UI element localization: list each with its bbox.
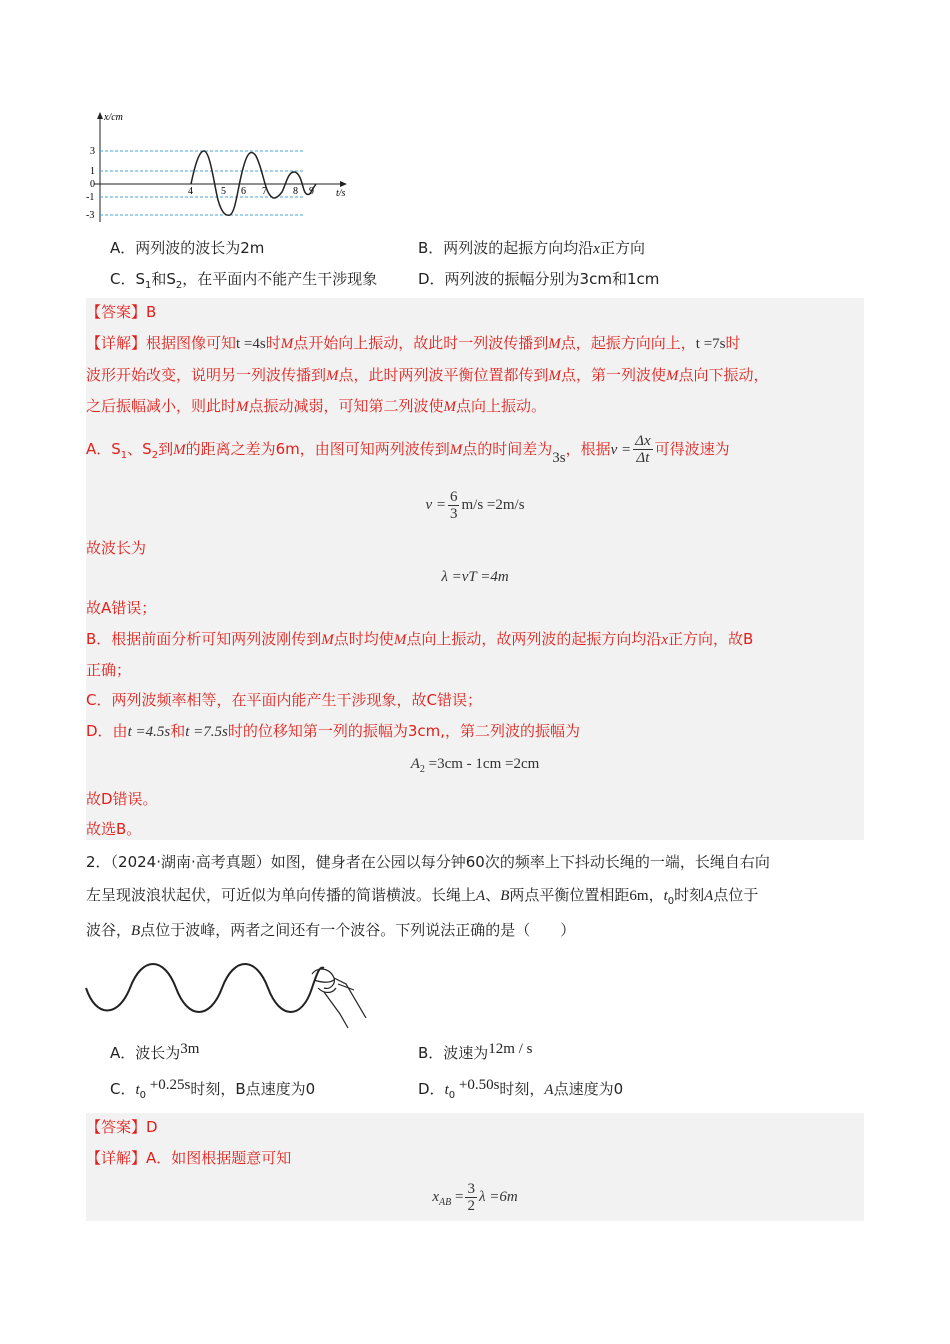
q1-answer: 【答案】B — [86, 303, 157, 321]
q1-eq-speed — [86, 488, 864, 522]
d-aA7: 点的时间差为 — [462, 440, 553, 458]
d-l3e: 点向上振动。 — [456, 397, 547, 415]
ytick-0: 0 — [90, 179, 95, 190]
d-dl4: t =7.5s — [185, 724, 228, 740]
eq1d: 3 — [449, 506, 458, 523]
eq3s: 2 — [419, 764, 425, 775]
q1-detail-b1 — [86, 628, 753, 651]
q2d5: 时刻， — [499, 1080, 545, 1098]
d-aA8: 3s — [552, 450, 566, 466]
d-l1b: t =4s — [236, 336, 266, 352]
s2f: 6m — [629, 888, 649, 904]
y-axis-label: x/cm — [104, 112, 123, 123]
d-bl1a: B．根据前面分析可知两列波刚传到 — [86, 630, 322, 648]
d-aA10: v = — [610, 442, 632, 458]
d-aA2: 、S — [127, 440, 152, 458]
d-bl1e: 点向上振动，故两列波的起振方向均沿 — [406, 630, 662, 648]
ytick-neg3: -3 — [86, 210, 95, 221]
q2eqa: x — [432, 1189, 440, 1205]
rope-wave — [86, 964, 324, 1012]
s2a: 左呈现波浪状起伏，可近似为单向传播的简谐横波。长绳上 — [86, 886, 477, 904]
q2eqb: = — [451, 1189, 464, 1205]
s2j: 时刻 — [674, 886, 705, 904]
eq1a: v = — [425, 497, 446, 513]
q1-detail-a: A．$S_1$、$S_2$到M的距离之差为6m，由图可知两列波传到M点的时间差为3s，根据v = $\frac{\Delta x}{\Delta t}$ 可得波速为 — [86, 433, 730, 466]
d-l1f: M — [548, 336, 561, 352]
xtick-7: 7 — [262, 186, 267, 197]
q1-option-a-text: A．两列波的波长为2m — [110, 239, 265, 257]
d-aA13: 可得波速为 — [654, 440, 730, 458]
q2-stem-line3 — [86, 919, 575, 942]
q1-a-wrong: 故A错误； — [86, 599, 157, 617]
d-aA9: ，根据 — [565, 440, 611, 458]
q2a1: A．波长为 — [110, 1044, 181, 1062]
q1-detail-d — [86, 720, 580, 743]
q2d7: 点速度为0 — [553, 1080, 624, 1098]
wave-graph — [84, 110, 354, 225]
eq3a: A — [410, 756, 420, 772]
q2-option-b[interactable] — [418, 1042, 532, 1065]
q2c2: t — [135, 1082, 140, 1098]
q2c1: C． — [110, 1080, 136, 1098]
s2l: 点位于 — [713, 886, 759, 904]
d-l1e: 点开始向上振动，故此时一列波传播到 — [293, 334, 549, 352]
q1-d-wrong: 故D错误。 — [86, 790, 158, 808]
s2g: ， — [648, 886, 664, 904]
d-l3b: M — [236, 399, 249, 415]
q2-option-c[interactable] — [110, 1078, 315, 1107]
hand-icon — [312, 969, 366, 1028]
d-l1g: 点，起振方向向上， — [560, 334, 696, 352]
d-aA6: M — [449, 442, 463, 458]
xtick-9: 9 — [309, 186, 314, 197]
q1-option-b[interactable] — [418, 237, 645, 260]
q1-option-c-pre: C．S — [110, 270, 145, 288]
q2d3: 0 — [448, 1090, 456, 1101]
d-aA11: Δx — [635, 433, 651, 449]
ytick-3: 3 — [90, 146, 95, 157]
q2-option-a[interactable] — [110, 1042, 199, 1065]
ytick-1: 1 — [90, 166, 95, 177]
d-dl3: 和 — [170, 722, 186, 740]
d-l1i: 时 — [725, 334, 741, 352]
q1-choose: 故选B。 — [86, 820, 142, 838]
y-axis-arrow — [97, 112, 103, 119]
d-aA4: M — [173, 442, 186, 458]
q2c3: 0 — [139, 1090, 147, 1101]
d-l3a: 之后振幅减小，则此时 — [86, 397, 237, 415]
q1-option-c-post: ，在平面内不能产生干涉现象 — [182, 270, 378, 288]
eq3b: =3cm - 1cm =2cm — [424, 756, 540, 772]
d-l3d: M — [443, 399, 457, 415]
q2d2: t — [444, 1082, 449, 1098]
xtick-6: 6 — [241, 186, 246, 197]
x-axis-label: t/s — [336, 188, 346, 199]
q1-option-d[interactable] — [418, 268, 659, 290]
d-aA1: A．S — [86, 440, 121, 458]
xtick-4: 4 — [188, 186, 193, 197]
d-l1a: 【详解】根据图像可知 — [86, 334, 237, 352]
q1-wavelength-label: 故波长为 — [86, 539, 147, 557]
q2eqs: AB — [439, 1197, 452, 1208]
q2b2: 12m / s — [488, 1041, 533, 1057]
xtick-5: 5 — [221, 186, 226, 197]
d-l2d: M — [548, 368, 562, 384]
q2eqn: 3 — [467, 1181, 475, 1198]
q1-detail-line3 — [86, 395, 546, 418]
d-l1h: t =7s — [695, 336, 726, 352]
q2-eq-xab — [86, 1180, 864, 1220]
q2eqc: λ =6m — [478, 1189, 518, 1205]
q1-eq-amplitude — [86, 753, 864, 781]
s2i: 0 — [667, 896, 675, 907]
d-l2f: M — [666, 368, 679, 384]
q2-stem-line1: 2．（2024·湖南·高考真题）如图，健身者在公园以每分钟60次的频率上下抖动长绳的一端，长绳自右向 — [86, 853, 770, 871]
q2-option-d[interactable] — [418, 1078, 623, 1107]
q2d6: A — [544, 1082, 554, 1098]
xtick-8: 8 — [293, 186, 298, 197]
q2-detail-1: 【详解】A．如图根据题意可知 — [86, 1149, 292, 1167]
q1-option-c-mid: 和S — [151, 270, 176, 288]
q1-eq-wavelength: λ =vT =4m — [441, 569, 509, 585]
d-l2g: 点向下振动， — [678, 366, 769, 384]
s2c: 、 — [485, 886, 501, 904]
d-l1c: 时 — [265, 334, 281, 352]
d-l2b: M — [326, 368, 339, 384]
d-l2e: 点，第一列波使 — [561, 366, 667, 384]
d-dl5: 时的位移知第一列的振幅为3cm,，第二列波的振幅为 — [227, 722, 581, 740]
q1-option-d-text: D．两列波的振幅分别为3cm和1cm — [418, 270, 660, 288]
q2c5: 时刻，B点速度为0 — [190, 1080, 316, 1098]
q2c4: +0.25s — [146, 1077, 191, 1093]
q2a2: 3m — [180, 1041, 200, 1057]
d-bl1c: 点时均使 — [333, 630, 394, 648]
d-dl1: D．由 — [86, 722, 128, 740]
q2d1: D． — [418, 1080, 445, 1098]
d-bl1b: M — [321, 632, 334, 648]
q2-answer: 【答案】D — [86, 1118, 158, 1136]
q1-option-c[interactable]: C．$S_1$和$S_2$，在平面内不能产生干涉现象 — [110, 270, 378, 291]
q1-detail-line1 — [86, 332, 741, 355]
d-l1d: M — [280, 336, 294, 352]
ytick-neg1: -1 — [86, 192, 95, 203]
eq1n: 6 — [449, 489, 458, 506]
wave-curve — [191, 151, 316, 215]
q1-option-b-var: x — [593, 241, 600, 257]
s2h: t — [663, 888, 668, 904]
s3b: B — [131, 923, 141, 939]
d-bl1d: M — [393, 632, 407, 648]
q1-option-a[interactable] — [110, 237, 264, 259]
eq1b: m/s =2m/s — [461, 497, 525, 513]
s2k: A — [704, 888, 714, 904]
d-l2a: 波形开始改变，说明另一列波传播到 — [86, 366, 327, 384]
d-aA5: 的距离之差为6m，由图可知两列波传到 — [185, 440, 450, 458]
q1-option-b-post: 正方向 — [599, 239, 645, 257]
q2eq-frac — [465, 1181, 477, 1214]
d-bl1g: 正方向，故B — [668, 630, 754, 648]
s3c: 点位于波峰，两者之间还有一个波谷。下列说法正确的是（ ） — [140, 921, 576, 939]
s2b: A — [476, 888, 486, 904]
d-frac-v — [633, 433, 652, 466]
x-axis-arrow — [340, 181, 347, 187]
q1-option-b-text: B．两列波的起振方向均沿 — [418, 239, 594, 257]
q2-stem-line2 — [86, 884, 758, 913]
eq1-frac — [448, 489, 460, 522]
s3a: 波谷， — [86, 921, 132, 939]
s2d: B — [500, 888, 510, 904]
d-dl2: t =4.5s — [127, 724, 171, 740]
q2d4: +0.50s — [455, 1077, 500, 1093]
q1-detail-b2: 正确； — [86, 661, 132, 679]
q1-detail-line2 — [86, 364, 769, 387]
q2eqd: 2 — [467, 1198, 475, 1215]
d-bl1f: x — [661, 632, 668, 648]
d-aA12: Δt — [636, 450, 650, 466]
d-l2c: 点，此时两列波平衡位置都传到 — [338, 366, 549, 384]
s2e: 两点平衡位置相距 — [509, 886, 630, 904]
d-aA3: 到 — [158, 440, 174, 458]
q2b1: B．波速为 — [418, 1044, 489, 1062]
q1-detail-c: C．两列波频率相等，在平面内能产生干涉现象，故C错误； — [86, 691, 482, 709]
rope-illustration — [84, 948, 374, 1030]
d-l3c: 点振动减弱，可知第二列波使 — [248, 397, 444, 415]
